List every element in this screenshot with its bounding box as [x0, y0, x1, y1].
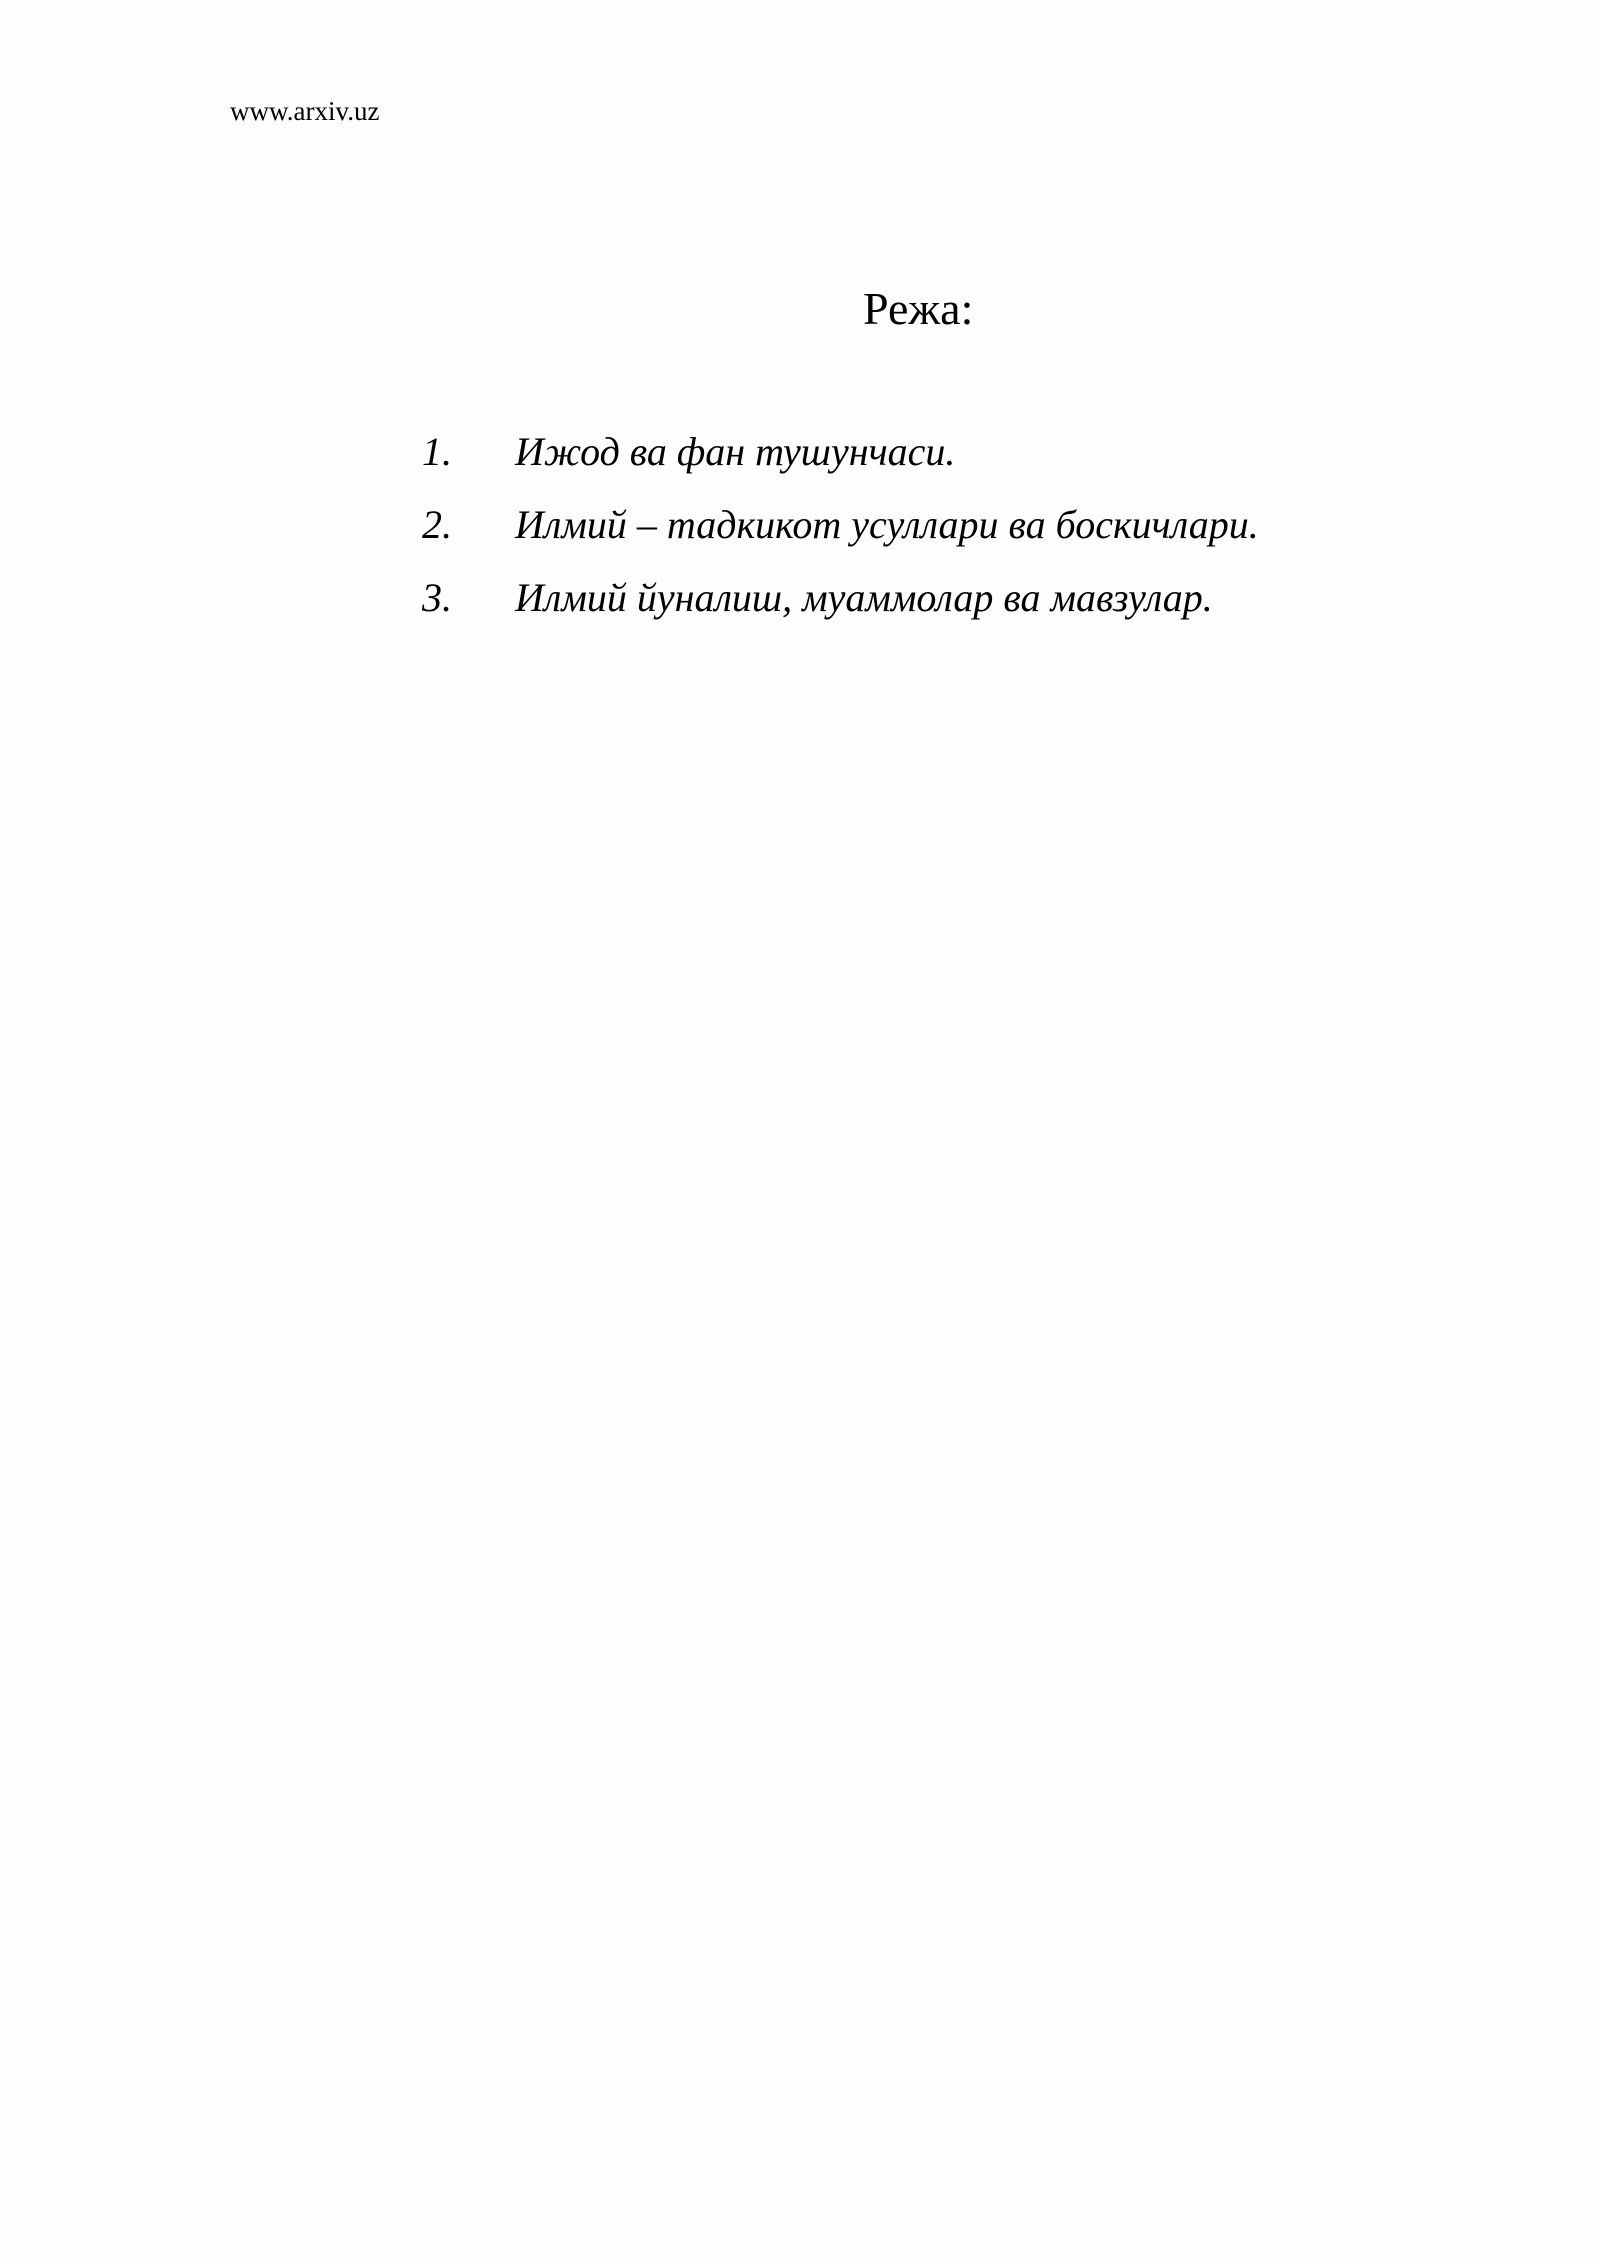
- plan-item-text: Ижод ва фан тушунчаси.: [515, 429, 956, 474]
- plan-list: [422, 429, 1259, 651]
- plan-item-text: Илмий – тадкикот усуллари ва боскичлари.: [515, 502, 1259, 547]
- plan-item-number: 2.: [422, 502, 452, 547]
- plan-item-text: Илмий йуналиш, муаммолар ва мавзулар.: [515, 575, 1213, 620]
- plan-item-number: 3.: [422, 575, 452, 620]
- plan-item: [422, 575, 1259, 651]
- plan-item: [422, 502, 1259, 578]
- plan-item: [422, 429, 1259, 505]
- plan-item-number: 1.: [422, 429, 452, 474]
- header-url: www.arxiv.uz: [230, 96, 380, 126]
- plan-title: Режа:: [863, 283, 974, 334]
